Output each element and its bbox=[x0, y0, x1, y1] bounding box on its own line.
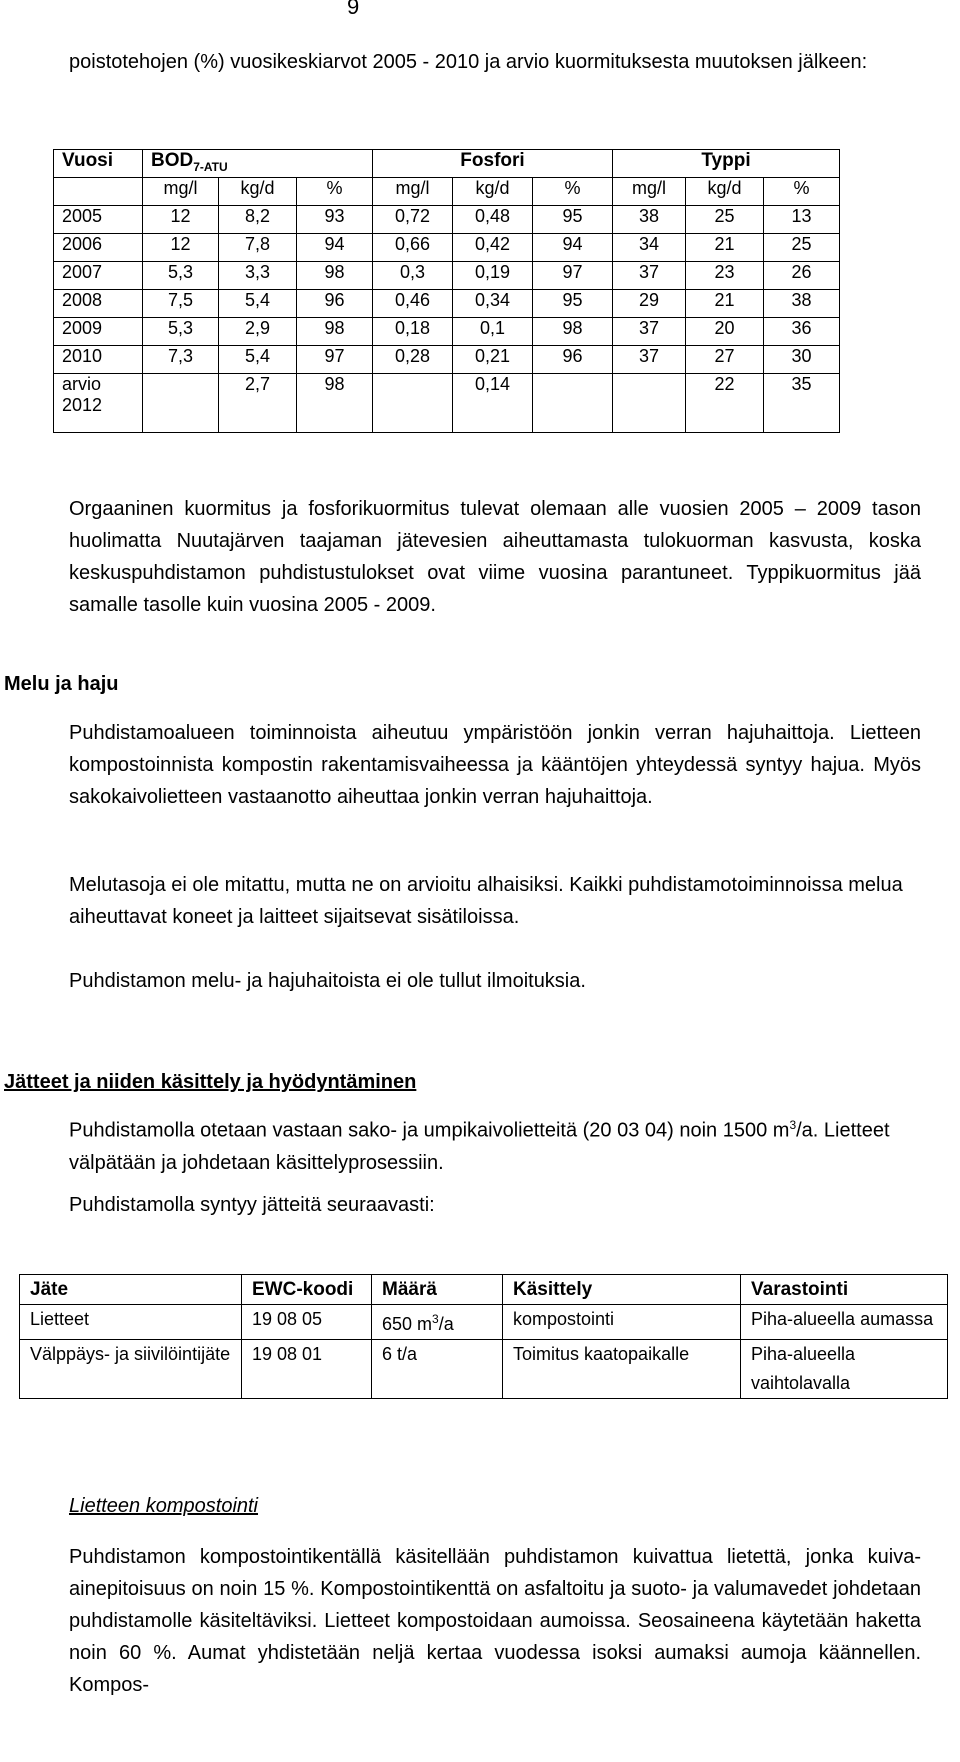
table-cell: 30 bbox=[764, 346, 840, 374]
unit-cell: kg/d bbox=[219, 178, 297, 206]
sludge-text-b: /a. Lietteet välpätään ja johdetaan käsittelyprosessiin. bbox=[69, 1119, 890, 1174]
estimate-year-cell: arvio 2012 bbox=[54, 374, 143, 433]
table-cell: Lietteet bbox=[20, 1305, 242, 1340]
complaints-paragraph: Puhdistamon melu- ja hajuhaitoista ei ole tullut ilmoituksia. bbox=[69, 970, 586, 992]
header-bod bbox=[143, 150, 373, 178]
table-cell: 0,14 bbox=[453, 374, 533, 433]
table-cell: 0,34 bbox=[453, 290, 533, 318]
header-varastointi: Varastointi bbox=[741, 1275, 948, 1305]
table-row bbox=[54, 290, 840, 318]
table-cell bbox=[533, 374, 613, 433]
table-row bbox=[54, 318, 840, 346]
table-cell: 98 bbox=[297, 262, 373, 290]
table-cell: 36 bbox=[764, 318, 840, 346]
table-cell: 7,8 bbox=[219, 234, 297, 262]
table-cell: 0,66 bbox=[373, 234, 453, 262]
side-heading-melu-ja-haju: Melu ja haju bbox=[4, 673, 119, 695]
table-cell: 0,28 bbox=[373, 346, 453, 374]
amount-superscript: 3 bbox=[432, 1312, 439, 1326]
header-fosfori: Fosfori bbox=[373, 150, 613, 178]
table-cell: 35 bbox=[764, 374, 840, 433]
table-cell: 13 bbox=[764, 206, 840, 234]
table-cell: 95 bbox=[533, 206, 613, 234]
header-jate: Jäte bbox=[20, 1275, 242, 1305]
year-cell: 2007 bbox=[54, 262, 143, 290]
load-table bbox=[53, 149, 840, 433]
table-cell: 3,3 bbox=[219, 262, 297, 290]
table-row bbox=[54, 262, 840, 290]
table-cell: 23 bbox=[686, 262, 764, 290]
sludge-text-a: Puhdistamolla otetaan vastaan sako- ja umpikaivolietteitä (20 03 04) noin 1500 m bbox=[69, 1119, 790, 1142]
table-cell: 0,42 bbox=[453, 234, 533, 262]
sludge-paragraph bbox=[69, 1109, 921, 1179]
waste-table bbox=[19, 1274, 948, 1399]
table-cell bbox=[373, 374, 453, 433]
table-cell bbox=[372, 1305, 503, 1340]
table-row bbox=[54, 234, 840, 262]
table-cell: 20 bbox=[686, 318, 764, 346]
unit-cell: kg/d bbox=[686, 178, 764, 206]
load-table-estimate-row bbox=[54, 374, 840, 433]
table-cell: 5,4 bbox=[219, 290, 297, 318]
table-cell: 94 bbox=[297, 234, 373, 262]
table-cell: 6 t/a bbox=[372, 1340, 503, 1399]
header-ewc: EWC-koodi bbox=[242, 1275, 372, 1305]
header-kasittely: Käsittely bbox=[503, 1275, 741, 1305]
noise-paragraph: Melutasoja ei ole mitattu, mutta ne on arvioitu alhaisiksi. Kaikki puhdistamotoiminnoissa melua aiheuttavat koneet ja laitteet sijaitsevat sisätiloissa. bbox=[69, 874, 903, 928]
header-bod-main: BOD bbox=[151, 150, 194, 171]
table-cell: 21 bbox=[686, 290, 764, 318]
table-cell: 37 bbox=[613, 318, 686, 346]
table-cell: 7,3 bbox=[143, 346, 219, 374]
table-cell: 97 bbox=[533, 262, 613, 290]
table-cell: Toimitus kaatopaikalle bbox=[503, 1340, 741, 1399]
table-cell: 0,18 bbox=[373, 318, 453, 346]
sludge-superscript: 3 bbox=[789, 1118, 797, 1132]
units-empty-cell bbox=[54, 178, 143, 206]
header-vuosi: Vuosi bbox=[54, 150, 143, 178]
year-cell: 2010 bbox=[54, 346, 143, 374]
table-cell: 29 bbox=[613, 290, 686, 318]
table-cell: 26 bbox=[764, 262, 840, 290]
table-cell: 96 bbox=[533, 346, 613, 374]
table-cell: 0,72 bbox=[373, 206, 453, 234]
table-cell bbox=[613, 374, 686, 433]
load-table-units-row bbox=[54, 178, 840, 206]
table-cell: 2,7 bbox=[219, 374, 297, 433]
table-cell: 94 bbox=[533, 234, 613, 262]
table-cell: 12 bbox=[143, 234, 219, 262]
table-cell: 0,21 bbox=[453, 346, 533, 374]
unit-cell: % bbox=[533, 178, 613, 206]
table-cell: 37 bbox=[613, 346, 686, 374]
table-cell: 0,3 bbox=[373, 262, 453, 290]
load-table-header-row bbox=[54, 150, 840, 178]
waste-intro-paragraph: Puhdistamolla syntyy jätteitä seuraavasti: bbox=[69, 1194, 435, 1216]
table-cell: 7,5 bbox=[143, 290, 219, 318]
table-cell: 12 bbox=[143, 206, 219, 234]
table-cell: 95 bbox=[533, 290, 613, 318]
table-cell: 25 bbox=[764, 234, 840, 262]
page-number: 9 bbox=[347, 0, 360, 19]
unit-cell: mg/l bbox=[143, 178, 219, 206]
year-cell: 2009 bbox=[54, 318, 143, 346]
table-cell: 97 bbox=[297, 346, 373, 374]
table-cell: 98 bbox=[297, 374, 373, 433]
table-cell: 5,3 bbox=[143, 318, 219, 346]
table-cell bbox=[143, 374, 219, 433]
table-cell: 98 bbox=[297, 318, 373, 346]
subheading-lietteen-kompostointi: Lietteen kompostointi bbox=[69, 1495, 259, 1517]
year-cell: 2006 bbox=[54, 234, 143, 262]
table-cell: 38 bbox=[764, 290, 840, 318]
compost-paragraph: Puhdistamon kompostointikentällä käsitellään puhdistamon kuivattua lietettä, jonka kuiva-ainepitoisuus on noin 15 %. Kompostointikenttä on asfaltoitu ja suoto- ja valumavedet johdetaan puhdistamolle käsiteltäviksi. Lietteet kompostoidaan aumoissa. Seosaineena käytetään haketta noin 60 %. Aumat yhdistetään neljä kertaa vuodessa isoksi aumaksi aumoja käännellen. Kompos- bbox=[69, 1546, 921, 1696]
table-cell: 93 bbox=[297, 206, 373, 234]
table-cell: 38 bbox=[613, 206, 686, 234]
unit-cell: mg/l bbox=[373, 178, 453, 206]
unit-cell: % bbox=[297, 178, 373, 206]
unit-cell: kg/d bbox=[453, 178, 533, 206]
table-cell: 2,9 bbox=[219, 318, 297, 346]
table-cell: 0,19 bbox=[453, 262, 533, 290]
unit-cell: mg/l bbox=[613, 178, 686, 206]
table-cell: 0,46 bbox=[373, 290, 453, 318]
table-cell: Piha-alueella vaihtolavalla bbox=[741, 1340, 948, 1399]
table-cell: kompostointi bbox=[503, 1305, 741, 1340]
table-cell: Piha-alueella aumassa bbox=[741, 1305, 948, 1340]
table-cell: 0,48 bbox=[453, 206, 533, 234]
load-paragraph: Orgaaninen kuormitus ja fosforikuormitus tulevat olemaan alle vuosien 2005 – 2009 tason huolimatta Nuutajärven taajaman jätevesien aiheuttamasta tulokuorman kasvusta, koska keskuspuhdistamon puhdistustulokset ovat viime vuosina parantuneet. Typpikuormitus jää samalle tasolle kuin vuosina 2005 - 2009. bbox=[69, 498, 921, 616]
table-cell: 21 bbox=[686, 234, 764, 262]
intro-paragraph: poistotehojen (%) vuosikeskiarvot 2005 - 2010 ja arvio kuormituksesta muutoksen jälkeen: bbox=[69, 51, 868, 73]
amount-text: 650 m bbox=[382, 1314, 433, 1334]
waste-table-row bbox=[20, 1305, 948, 1340]
table-cell: Välppäys- ja siivilöintijäte bbox=[20, 1340, 242, 1399]
year-cell: 2008 bbox=[54, 290, 143, 318]
table-row bbox=[54, 346, 840, 374]
table-row bbox=[54, 206, 840, 234]
year-cell: 2005 bbox=[54, 206, 143, 234]
header-bod-subscript: 7-ATU bbox=[193, 159, 228, 174]
waste-table-header-row bbox=[20, 1275, 948, 1305]
section-heading: Jätteet ja niiden käsittely ja hyödyntäminen bbox=[4, 1071, 417, 1093]
table-cell: 34 bbox=[613, 234, 686, 262]
table-cell: 5,3 bbox=[143, 262, 219, 290]
table-cell: 27 bbox=[686, 346, 764, 374]
table-cell: 22 bbox=[686, 374, 764, 433]
amount-unit: /a bbox=[438, 1314, 454, 1334]
table-cell: 19 08 01 bbox=[242, 1340, 372, 1399]
table-cell: 37 bbox=[613, 262, 686, 290]
odor-paragraph: Puhdistamoalueen toiminnoista aiheutuu ympäristöön jonkin verran hajuhaittoja. Lietteen kompostoinnista kompostin rakentamisvaiheessa ja kääntöjen yhteydessä syntyy hajua. Myös sakokaivolietteen vastaanotto aiheuttaa jonkin verran hajuhaittoja. bbox=[69, 722, 921, 808]
table-cell: 25 bbox=[686, 206, 764, 234]
table-cell: 98 bbox=[533, 318, 613, 346]
waste-table-row bbox=[20, 1340, 948, 1399]
table-cell: 96 bbox=[297, 290, 373, 318]
table-cell: 8,2 bbox=[219, 206, 297, 234]
header-typpi: Typpi bbox=[613, 150, 840, 178]
unit-cell: % bbox=[764, 178, 840, 206]
header-maara: Määrä bbox=[372, 1275, 503, 1305]
table-cell: 0,1 bbox=[453, 318, 533, 346]
table-cell: 19 08 05 bbox=[242, 1305, 372, 1340]
table-cell: 5,4 bbox=[219, 346, 297, 374]
